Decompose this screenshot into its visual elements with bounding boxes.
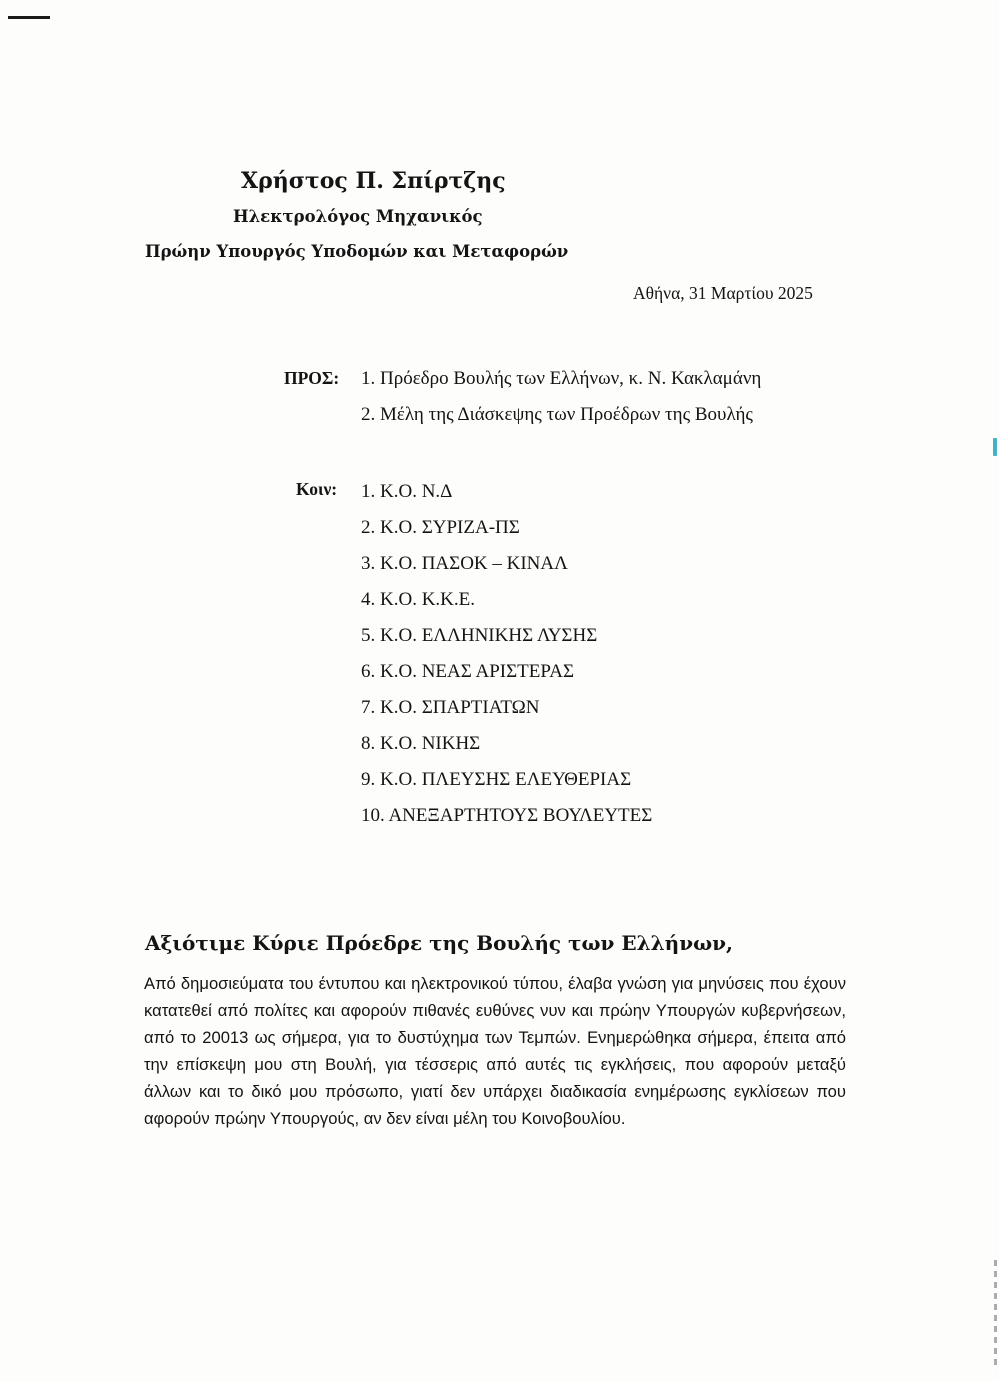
scan-edge-streak bbox=[994, 1260, 997, 1370]
recipient-item: 1. Πρόεδρο Βουλής των Ελλήνων, κ. Ν. Κακλαμάνη bbox=[361, 368, 762, 389]
cc-item: 3. Κ.Ο. ΠΑΣΟΚ – ΚΙΝΑΛ bbox=[361, 553, 568, 574]
recipients-label: ΠΡΟΣ: bbox=[284, 368, 340, 388]
scan-edge-mark bbox=[993, 438, 997, 456]
cc-item: 1. Κ.Ο. Ν.Δ bbox=[361, 481, 453, 502]
recipients-list bbox=[361, 361, 761, 433]
author-name: Χρήστος Π. Σπίρτζης bbox=[241, 168, 506, 194]
cc-item: 2. Κ.Ο. ΣΥΡΙΖΑ-ΠΣ bbox=[361, 517, 520, 538]
cc-item: 9. Κ.Ο. ΠΛΕΥΣΗΣ ΕΛΕΥΘΕΡΙΑΣ bbox=[361, 769, 632, 790]
body-paragraph: Από δημοσιεύματα του έντυπου και ηλεκτρονικού τύπου, έλαβα γνώση για μηνύσεις που έχουν κατατεθεί από πολίτες και αφορούν πιθανές ευθύνες νυν και πρώην Υπουργών κυβερνήσεων, από το 20013 ως σήμερα, για το δυστύχημα των Τεμπών. Ενημερώθηκα σήμερα, έπειτα από την επίσκεψη μου στη Βουλή, για τέσσερις από αυτές τις εγκλήσεις, που αφορούν μεταξύ άλλων και το δικό μου πρόσωπο, γιατί δεν υπάρχει διαδικασία ενημέρωσης εγκλίσεων που αφορούν πρώην Υπουργούς, αν δεν είναι μέλη του Κοινοβουλίου. bbox=[144, 974, 846, 1128]
cc-item: 4. Κ.Ο. Κ.Κ.Ε. bbox=[361, 589, 475, 610]
author-profession: Ηλεκτρολόγος Μηχανικός bbox=[233, 207, 483, 226]
scan-corner-mark bbox=[8, 16, 50, 19]
salutation: Αξιότιμε Κύριε Πρόεδρε της Βουλής των Ελλήνων, bbox=[145, 931, 733, 955]
letter-date: Αθήνα, 31 Μαρτίου 2025 bbox=[633, 283, 813, 303]
cc-list bbox=[361, 474, 652, 834]
author-position: Πρώην Υπουργός Υποδομών και Μεταφορών bbox=[145, 242, 569, 261]
cc-item: 8. Κ.Ο. ΝΙΚΗΣ bbox=[361, 733, 481, 754]
cc-item: 7. Κ.Ο. ΣΠΑΡΤΙΑΤΩΝ bbox=[361, 697, 540, 718]
cc-item: 5. Κ.Ο. ΕΛΛΗΝΙΚΗΣ ΛΥΣΗΣ bbox=[361, 625, 598, 646]
recipient-item: 2. Μέλη της Διάσκεψης των Προέδρων της Βουλής bbox=[361, 404, 753, 425]
cc-item: 6. Κ.Ο. ΝΕΑΣ ΑΡΙΣΤΕΡΑΣ bbox=[361, 661, 575, 682]
cc-item: 10. ΑΝΕΞΑΡΤΗΤΟΥΣ ΒΟΥΛΕΥΤΕΣ bbox=[361, 805, 653, 826]
cc-label: Κοιν: bbox=[296, 479, 338, 499]
